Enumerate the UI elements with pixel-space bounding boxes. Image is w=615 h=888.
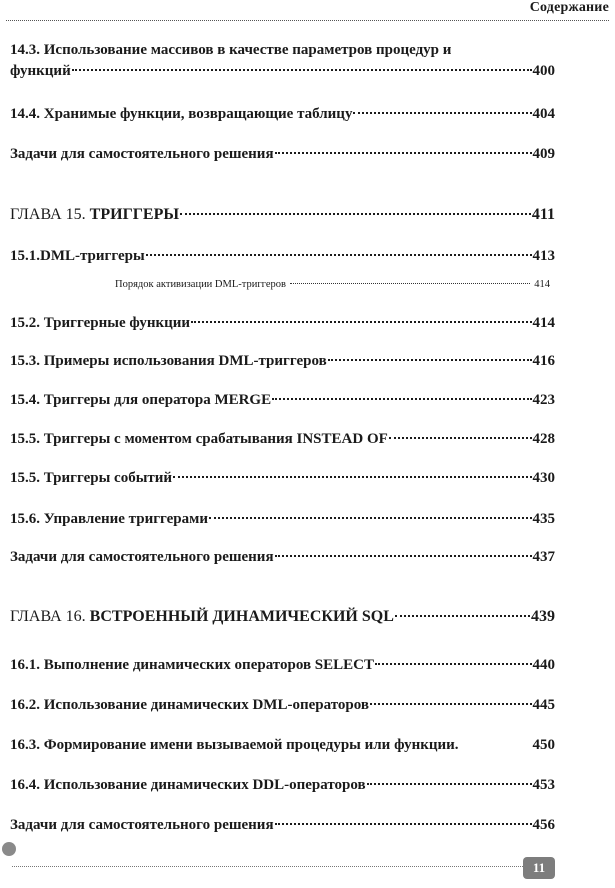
toc-entry-page: 413 [532, 248, 555, 264]
toc-entry-title: 15.4. Триггеры для оператора MERGE [10, 392, 272, 408]
toc-entry-page: 430 [532, 470, 555, 486]
toc-entry-page: 414 [532, 315, 555, 331]
toc-entry-page: 414 [534, 279, 550, 290]
toc-entry-title: 15.1.DML-триггеры [10, 248, 145, 264]
dot-leader [370, 703, 532, 705]
toc-entry-title: 16.1. Выполнение динамических операторов SELECT [10, 657, 374, 673]
toc-entry-page: 400 [532, 63, 555, 79]
toc-entry-title: Задачи для самостоятельного решения [10, 549, 274, 565]
toc-entry-title: 15.6. Управление триггерами [10, 511, 209, 527]
dot-leader [146, 254, 532, 256]
toc-entry-tasks-16[interactable] [10, 815, 555, 836]
toc-entry-title-line1: 14.3. Использование массивов в качестве параметров процедур и [10, 42, 452, 58]
page-number-badge: 11 [523, 857, 555, 879]
toc-subentry-15-1-1[interactable] [115, 278, 550, 292]
toc-entry-title: 15.2. Триггерные функции [10, 315, 191, 331]
toc-entry-14-3[interactable] [10, 40, 555, 82]
toc-entry-page: 416 [532, 353, 555, 369]
toc-entry-page: 453 [532, 777, 555, 793]
dot-leader [395, 615, 530, 617]
toc-entry-16-4[interactable] [10, 775, 555, 796]
dot-leader [72, 69, 532, 71]
toc-entry-15-5-instead-of[interactable] [10, 429, 555, 450]
dot-leader [173, 476, 531, 478]
toc-entry-page: 435 [532, 511, 555, 527]
toc-entry-page: 428 [532, 431, 555, 447]
toc-chapter-16[interactable] [10, 606, 555, 627]
toc-entry-page: 423 [532, 392, 555, 408]
toc-entry-title: 15.5. Триггеры событий [10, 470, 173, 486]
toc-entry-page: 439 [531, 608, 555, 625]
toc-entry-16-2[interactable] [10, 695, 555, 716]
chapter-title: ВСТРОЕННЫЙ ДИНАМИЧЕСКИЙ SQL [89, 608, 394, 625]
toc-entry-page: 440 [532, 657, 555, 673]
toc-entry-title: 14.4. Хранимые функции, возвращающие таблицу [10, 106, 353, 122]
toc-entry-16-1[interactable] [10, 655, 555, 676]
running-header: Содержание [529, 0, 609, 15]
toc-entry-title: Порядок активизации DML-триггеров [115, 279, 286, 290]
toc-entry-15-6[interactable] [10, 509, 555, 530]
toc-entry-page: 404 [532, 106, 555, 122]
toc-entry-page: 437 [532, 549, 555, 565]
toc-entry-title: Задачи для самостоятельного решения [10, 146, 274, 162]
footer-rule [12, 866, 525, 867]
toc-entry-14-4[interactable] [10, 104, 555, 125]
dot-leader [180, 213, 531, 215]
toc-entry-16-3[interactable] [10, 735, 555, 756]
toc-entry-page: 450 [532, 737, 555, 753]
chapter-title: ТРИГГЕРЫ [89, 206, 180, 223]
footer-bullet-icon [2, 842, 16, 856]
toc-entry-page: 456 [532, 817, 555, 833]
dot-leader [353, 112, 531, 114]
toc-entry-title: 16.2. Использование динамических DML-операторов [10, 697, 369, 713]
dot-leader [275, 152, 532, 154]
chapter-label: ГЛАВА 16. [10, 608, 86, 625]
toc-entry-page: 409 [532, 146, 555, 162]
toc-entry-15-2[interactable] [10, 313, 555, 334]
chapter-label: ГЛАВА 15. [10, 206, 86, 223]
toc-entry-title: 15.5. Триггеры с моментом срабатывания INSTEAD OF [10, 431, 388, 447]
dot-leader [191, 321, 531, 323]
toc-entry-title: Задачи для самостоятельного решения [10, 817, 274, 833]
toc-entry-tasks-15[interactable] [10, 547, 555, 568]
toc-entry-title: 16.3. Формирование имени вызываемой процедуры или функции. [10, 737, 459, 753]
dot-leader [275, 823, 532, 825]
dot-leader [375, 663, 532, 665]
dot-leader [272, 398, 531, 400]
dot-leader [275, 555, 532, 557]
toc-entry-title: функций [10, 63, 71, 79]
toc-entry-page: 411 [531, 206, 555, 223]
toc-entry-15-3[interactable] [10, 351, 555, 372]
dot-leader [389, 437, 532, 439]
header-rule [6, 20, 609, 21]
toc-entry-title: 16.4. Использование динамических DDL-операторов [10, 777, 366, 793]
dot-leader [290, 283, 530, 284]
toc-chapter-15[interactable] [10, 204, 555, 225]
dot-leader [209, 517, 531, 519]
dot-leader [367, 783, 532, 785]
dot-leader [328, 359, 532, 361]
toc-entry-15-5-events[interactable] [10, 468, 555, 489]
toc-entry-tasks-14[interactable] [10, 144, 555, 165]
toc-entry-15-4[interactable] [10, 390, 555, 411]
toc-entry-15-1[interactable] [10, 246, 555, 267]
toc-entry-title: 15.3. Примеры использования DML-триггеров [10, 353, 327, 369]
toc-entry-page: 445 [532, 697, 555, 713]
